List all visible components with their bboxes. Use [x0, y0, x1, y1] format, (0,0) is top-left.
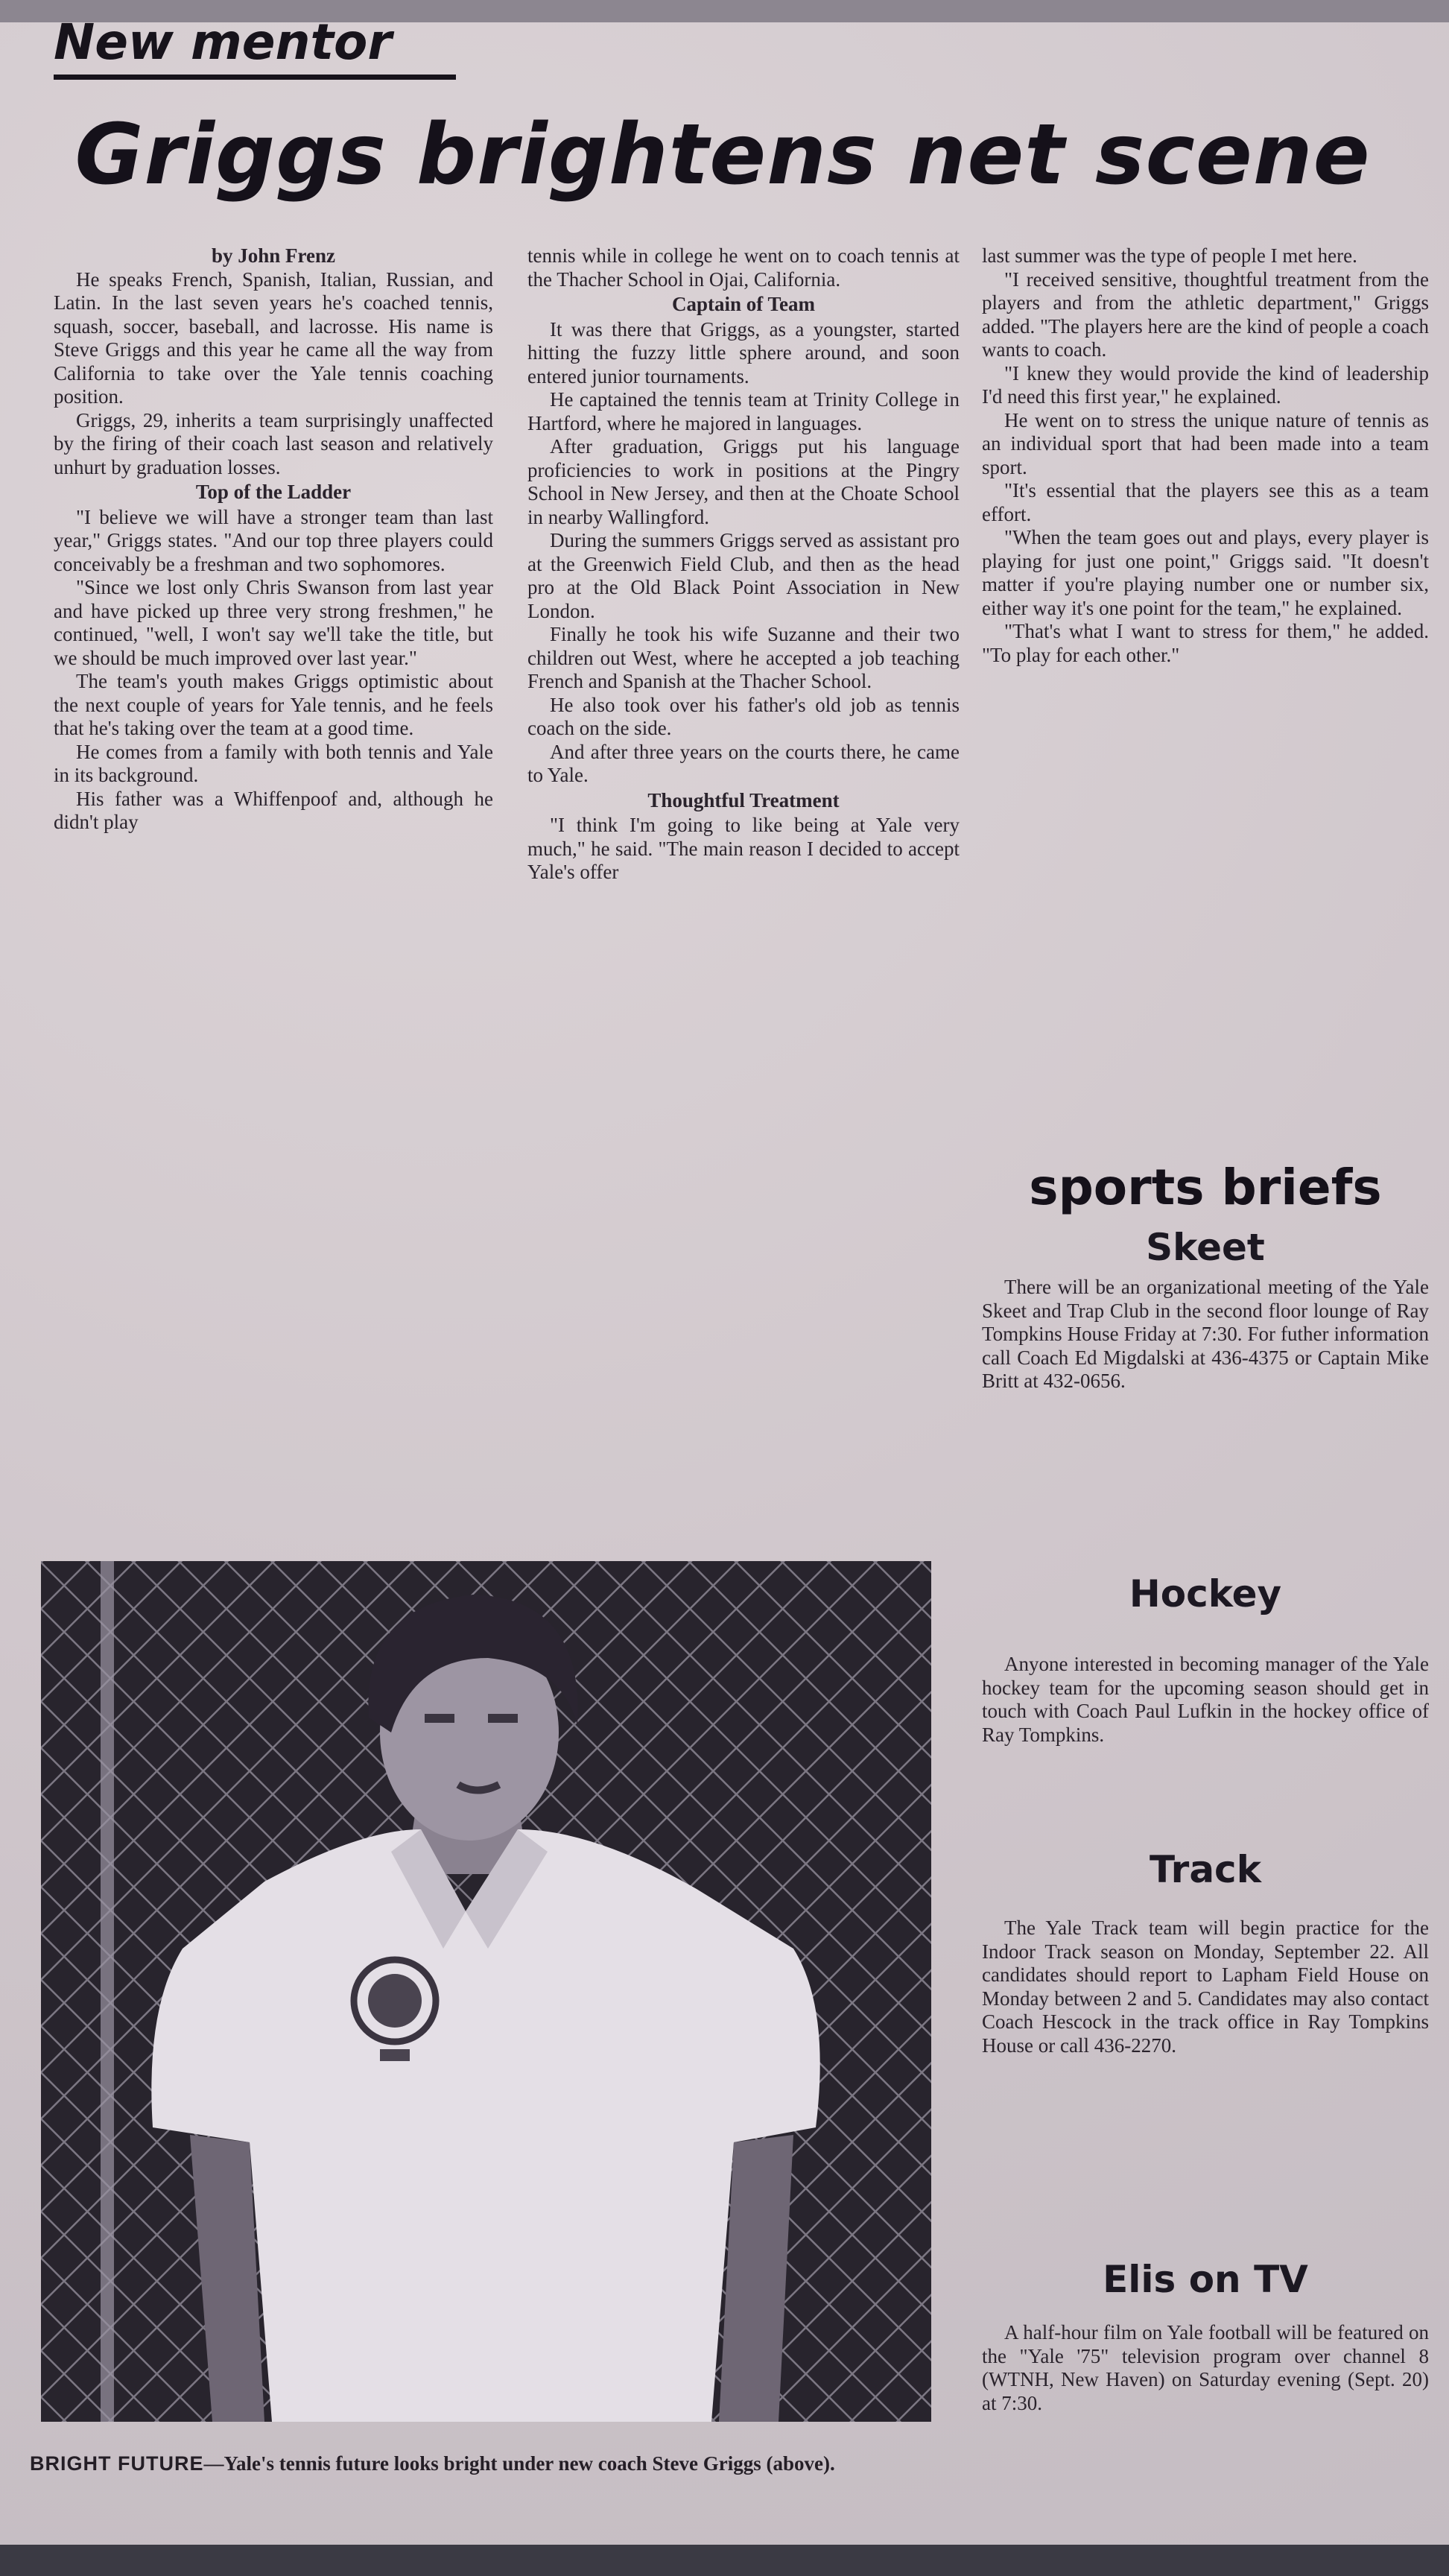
brief-body-skeet: There will be an organizational meeting of the Yale Skeet and Trap Club in the second floor lounge of Ray Tompkins House Friday at 7:30. For futher information call Coach Ed Migdalski at 436-4375 or Captain Mike Britt at 432-0656. [982, 1276, 1429, 1392]
byline: by John Frenz [211, 244, 336, 267]
caption-text: —Yale's tennis future looks bright under new coach Steve Griggs (above). [203, 2452, 835, 2475]
brief-heading-skeet: Skeet [1146, 1226, 1265, 1269]
sports-briefs-title: sports briefs [1029, 1159, 1382, 1216]
paragraph: The team's youth makes Griggs optimistic about the next couple of years for Yale tennis, and he feels that he's taking over the team at a good time. [54, 670, 493, 739]
subheading: Thoughtful Treatment [647, 788, 840, 811]
brief-body-track: The Yale Track team will begin practice for the Indoor Track season on Monday, September 22. All candidates should report to Lapham Field House on Monday between 2 and 5. Candidates may also contact Coach Hescock in the track office in Ray Tompkins House or call 436-2270. [982, 1917, 1429, 2057]
subheading: Top of the Ladder [195, 481, 352, 503]
paragraph: He comes from a family with both tennis and Yale in its background. [54, 740, 493, 786]
brief-body-elis-on-tv: A half-hour film on Yale football will be featured on the "Yale '75" television program over channel 8 (WTNH, New Haven) on Saturday evening (Sept. 20) at 7:30. [982, 2321, 1429, 2414]
brief-body-hockey: Anyone interested in becoming manager of the Yale hockey team for the upcoming season should get in touch with Coach Paul Lufkin in the hockey office of Ray Tompkins. [982, 1653, 1429, 1746]
paragraph: He captained the tennis team at Trinity College in Hartford, where he majored in languages. [527, 388, 960, 434]
paragraph: After graduation, Griggs put his language proficiencies to work in positions at the Pingry School in New Jersey, and then at the Choate School in nearby Wallingford. [527, 435, 960, 528]
paragraph: last summer was the type of people I met here. [982, 244, 1357, 267]
kicker: New mentor [54, 13, 392, 71]
subheading: Captain of Team [671, 293, 816, 315]
article-column-3 [982, 244, 1429, 667]
paragraph: "When the team goes out and plays, every player is playing for just one point," Griggs said. "It doesn't matter if you're playing number one or number six, either way it's one point for the team," he explained. [982, 526, 1429, 619]
caption-lead: BRIGHT FUTURE [30, 2452, 204, 2475]
paragraph: He also took over his father's old job as tennis coach on the side. [527, 693, 960, 739]
paragraph: His father was a Whiffenpoof and, although he didn't play [54, 787, 493, 833]
paragraph: During the summers Griggs served as assistant pro at the Greenwich Field Club, and then as the head pro at the Old Black Point Association in New London. [527, 529, 960, 622]
paragraph: "I believe we will have a stronger team than last year," Griggs states. "And our top three players could conceivably be a freshman and two sophomores. [54, 505, 493, 575]
paragraph: "I knew they would provide the kind of leadership I'd need this first year," he explained. [982, 361, 1429, 408]
paragraph: "It's essential that the players see this as a team effort. [982, 479, 1429, 525]
paragraph: "Since we lost only Chris Swanson from last year and have picked up three very strong freshmen," he continued, "well, I won't say we'll take the title, but we should be much improved over last year." [54, 576, 493, 669]
paragraph: "I received sensitive, thoughtful treatment from the players and from the athletic department," Griggs added. "The players here are the kind of people a coach wants to coach. [982, 268, 1429, 361]
paragraph: It was there that Griggs, as a youngster, started hitting the fuzzy little sphere around, and soon entered junior tournaments. [527, 317, 960, 387]
page-bottom-edge [0, 2545, 1449, 2576]
article-column-1 [54, 244, 493, 835]
paragraph: And after three years on the courts there, he came to Yale. [527, 740, 960, 786]
paragraph: tennis while in college he went on to coach tennis at the Thacher School in Ojai, California. [527, 244, 960, 291]
headline: Griggs brightens net scene [74, 107, 1371, 203]
brief-heading-elis-on-tv: Elis on TV [1103, 2258, 1308, 2301]
paragraph: Finally he took his wife Suzanne and their two children out West, where he accepted a job teaching French and Spanish at the Thacher School. [527, 623, 960, 692]
paragraph: He speaks French, Spanish, Italian, Russian, and Latin. In the last seven years he's coached tennis, squash, soccer, baseball, and lacrosse. His name is Steve Griggs and this year he came all the way from California to take over the Yale tennis coaching position. [54, 268, 493, 408]
paragraph: "That's what I want to stress for them," he added. "To play for each other." [982, 620, 1429, 666]
kicker-underline [54, 75, 456, 80]
paragraph: Griggs, 29, inherits a team surprisingly unaffected by the firing of their coach last season and relatively unhurt by graduation losses. [54, 408, 493, 478]
paragraph: "I think I'm going to like being at Yale very much," he said. "The main reason I decided to accept Yale's offer [527, 814, 960, 883]
article-column-2 [527, 244, 960, 884]
paragraph: He went on to stress the unique nature of tennis as an individual sport that had been made into a team sport. [982, 408, 1429, 478]
coach-portrait-image [41, 1561, 931, 2422]
coach-photo [41, 1561, 931, 2422]
brief-heading-track: Track [1150, 1848, 1261, 1891]
brief-heading-hockey: Hockey [1129, 1572, 1282, 1615]
photo-caption [30, 2452, 954, 2476]
